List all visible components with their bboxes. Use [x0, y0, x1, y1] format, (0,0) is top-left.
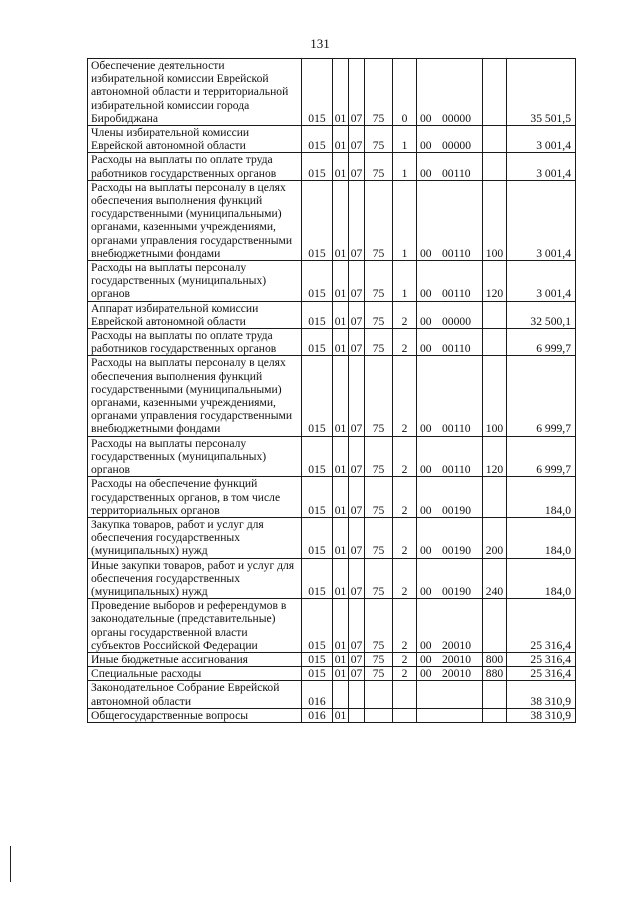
table-row [88, 153, 576, 180]
row-sum: 38 310,9 [507, 681, 576, 708]
row-ved-code: 015 [302, 329, 333, 356]
row-csr-program: 75 [365, 261, 393, 302]
row-csr-program: 75 [365, 329, 393, 356]
row-sum: 3 001,4 [507, 180, 576, 260]
table-row [88, 599, 576, 653]
row-csr-direction: 00000 [442, 139, 471, 153]
row-vr-code [483, 126, 507, 153]
row-csr-subprogram: 0 [393, 59, 417, 126]
row-csr-direction: 00000 [442, 111, 471, 125]
row-vr-code [483, 681, 507, 708]
row-ved-code: 015 [302, 261, 333, 302]
row-sum: 25 316,4 [507, 599, 576, 653]
row-csr-program: 75 [365, 301, 393, 328]
row-csr-code-cell [417, 180, 483, 260]
row-csr-subprogram: 2 [393, 477, 417, 518]
row-csr-subprogram [393, 681, 417, 708]
row-vr-code [483, 301, 507, 328]
row-csr-main: 00 [420, 342, 432, 356]
row-ved-code: 015 [302, 517, 333, 558]
row-rz-code: 01 [333, 180, 349, 260]
row-csr-code-cell [417, 356, 483, 436]
row-csr-code-cell [417, 126, 483, 153]
row-pr-code: 07 [349, 356, 365, 436]
row-csr-direction: 00190 [442, 544, 471, 558]
row-csr-code-cell [417, 477, 483, 518]
row-csr-code-cell [417, 153, 483, 180]
row-sum: 3 001,4 [507, 126, 576, 153]
table-row [88, 652, 576, 666]
row-rz-code: 01 [333, 558, 349, 599]
row-sum: 6 999,7 [507, 436, 576, 477]
row-sum: 3 001,4 [507, 153, 576, 180]
row-csr-code-cell [417, 599, 483, 653]
row-rz-code: 01 [333, 261, 349, 302]
row-rz-code: 01 [333, 708, 349, 722]
row-csr-program: 75 [365, 153, 393, 180]
row-name: Иные бюджетные ассигнования [88, 652, 302, 666]
row-ved-code: 015 [302, 301, 333, 328]
row-pr-code: 07 [349, 667, 365, 681]
row-csr-direction: 00110 [442, 422, 471, 436]
row-csr-direction: 00000 [442, 314, 471, 328]
row-csr-subprogram: 2 [393, 356, 417, 436]
row-csr-direction: 00190 [442, 584, 471, 598]
row-vr-code [483, 477, 507, 518]
row-csr-subprogram: 2 [393, 558, 417, 599]
row-csr-code-cell [417, 652, 483, 666]
table-row [88, 261, 576, 302]
row-ved-code: 015 [302, 356, 333, 436]
row-csr-program: 75 [365, 667, 393, 681]
row-sum: 25 316,4 [507, 652, 576, 666]
margin-line [10, 846, 11, 882]
row-pr-code: 07 [349, 436, 365, 477]
row-ved-code: 015 [302, 436, 333, 477]
row-csr-direction: 20010 [442, 652, 471, 666]
row-rz-code [333, 681, 349, 708]
row-vr-code: 880 [483, 667, 507, 681]
row-rz-code: 01 [333, 153, 349, 180]
table-row [88, 708, 576, 722]
row-vr-code: 800 [483, 652, 507, 666]
row-vr-code: 100 [483, 180, 507, 260]
row-csr-subprogram [393, 708, 417, 722]
row-csr-main: 00 [420, 314, 432, 328]
row-vr-code [483, 59, 507, 126]
row-ved-code: 016 [302, 681, 333, 708]
row-vr-code: 240 [483, 558, 507, 599]
row-pr-code: 07 [349, 329, 365, 356]
row-rz-code: 01 [333, 436, 349, 477]
row-csr-main: 00 [420, 463, 432, 477]
table-row [88, 180, 576, 260]
row-sum: 6 999,7 [507, 329, 576, 356]
row-name: Расходы на выплаты по оплате труда работников государственных органов [88, 329, 302, 356]
row-ved-code: 015 [302, 126, 333, 153]
row-rz-code: 01 [333, 356, 349, 436]
row-csr-main: 00 [420, 503, 432, 517]
row-vr-code [483, 599, 507, 653]
table-row [88, 356, 576, 436]
row-sum: 38 310,9 [507, 708, 576, 722]
row-rz-code: 01 [333, 652, 349, 666]
row-csr-direction: 20010 [442, 667, 471, 681]
row-pr-code: 07 [349, 180, 365, 260]
budget-table [87, 58, 576, 723]
row-csr-subprogram: 2 [393, 652, 417, 666]
row-csr-subprogram: 1 [393, 180, 417, 260]
table-row [88, 681, 576, 708]
row-pr-code: 07 [349, 558, 365, 599]
row-csr-program: 75 [365, 652, 393, 666]
row-csr-code-cell [417, 667, 483, 681]
row-csr-direction: 00110 [442, 166, 471, 180]
row-vr-code [483, 708, 507, 722]
row-csr-code-cell [417, 681, 483, 708]
row-name: Обеспечение деятельности избирательной комиссии Еврейской автономной области и территориальной избирательной комиссии города Биробиджана [88, 59, 302, 126]
row-pr-code: 07 [349, 153, 365, 180]
row-csr-main: 00 [420, 667, 432, 681]
row-csr-subprogram: 1 [393, 126, 417, 153]
row-pr-code: 07 [349, 652, 365, 666]
row-csr-code-cell [417, 708, 483, 722]
row-name: Расходы на выплаты персоналу государственных (муниципальных) органов [88, 261, 302, 302]
row-pr-code [349, 708, 365, 722]
row-csr-main: 00 [420, 544, 432, 558]
row-vr-code: 120 [483, 261, 507, 302]
row-csr-program [365, 681, 393, 708]
row-name: Расходы на выплаты персоналу в целях обеспечения выполнения функций государственными (муниципальными) органами, казенными учреждениями, органами управления государственными внебюджетными фондами [88, 356, 302, 436]
row-rz-code: 01 [333, 126, 349, 153]
row-vr-code [483, 329, 507, 356]
row-ved-code: 015 [302, 599, 333, 653]
row-csr-main: 00 [420, 139, 432, 153]
table-row [88, 667, 576, 681]
row-ved-code: 015 [302, 477, 333, 518]
row-name: Закупка товаров, работ и услуг для обеспечения государственных (муниципальных) нужд [88, 517, 302, 558]
row-name: Члены избирательной комиссии Еврейской автономной области [88, 126, 302, 153]
row-name: Специальные расходы [88, 667, 302, 681]
row-name: Расходы на обеспечение функций государственных органов, в том числе территориальных органов [88, 477, 302, 518]
row-csr-subprogram: 1 [393, 261, 417, 302]
row-csr-main: 00 [420, 584, 432, 598]
row-name: Иные закупки товаров, работ и услуг для обеспечения государственных (муниципальных) нужд [88, 558, 302, 599]
row-csr-program: 75 [365, 436, 393, 477]
row-csr-main: 00 [420, 422, 432, 436]
row-pr-code: 07 [349, 59, 365, 126]
row-rz-code: 01 [333, 517, 349, 558]
row-vr-code: 120 [483, 436, 507, 477]
row-csr-program: 75 [365, 558, 393, 599]
row-sum: 25 316,4 [507, 667, 576, 681]
row-sum: 184,0 [507, 517, 576, 558]
row-sum: 184,0 [507, 477, 576, 518]
row-csr-subprogram: 2 [393, 436, 417, 477]
row-csr-program: 75 [365, 180, 393, 260]
row-name: Расходы на выплаты персоналу государственных (муниципальных) органов [88, 436, 302, 477]
row-pr-code: 07 [349, 301, 365, 328]
row-sum: 32 500,1 [507, 301, 576, 328]
row-ved-code: 015 [302, 667, 333, 681]
table-row [88, 329, 576, 356]
row-csr-main: 00 [420, 246, 432, 260]
row-csr-subprogram: 2 [393, 301, 417, 328]
row-sum: 6 999,7 [507, 356, 576, 436]
row-csr-subprogram: 2 [393, 599, 417, 653]
row-rz-code: 01 [333, 301, 349, 328]
row-csr-direction: 00110 [442, 287, 471, 301]
row-csr-direction: 20010 [442, 638, 471, 652]
row-csr-main: 00 [420, 287, 432, 301]
row-csr-code-cell [417, 59, 483, 126]
row-csr-subprogram: 2 [393, 329, 417, 356]
row-rz-code: 01 [333, 477, 349, 518]
table-row [88, 477, 576, 518]
row-csr-code-cell [417, 517, 483, 558]
row-csr-subprogram: 1 [393, 153, 417, 180]
row-csr-subprogram: 2 [393, 667, 417, 681]
row-rz-code: 01 [333, 329, 349, 356]
row-pr-code: 07 [349, 126, 365, 153]
row-csr-direction: 00190 [442, 503, 471, 517]
row-pr-code: 07 [349, 477, 365, 518]
row-csr-program: 75 [365, 59, 393, 126]
row-csr-code-cell [417, 301, 483, 328]
row-rz-code: 01 [333, 59, 349, 126]
row-name: Расходы на выплаты персоналу в целях обеспечения выполнения функций государственными (муниципальными) органами, казенными учреждениями, органами управления государственными внебюджетными фондами [88, 180, 302, 260]
row-csr-program [365, 708, 393, 722]
table-row [88, 59, 576, 126]
table-row [88, 436, 576, 477]
row-csr-main: 00 [420, 638, 432, 652]
row-rz-code: 01 [333, 599, 349, 653]
row-csr-main: 00 [420, 166, 432, 180]
row-pr-code: 07 [349, 599, 365, 653]
row-ved-code: 015 [302, 180, 333, 260]
row-csr-code-cell [417, 436, 483, 477]
row-rz-code: 01 [333, 667, 349, 681]
row-csr-code-cell [417, 261, 483, 302]
row-sum: 35 501,5 [507, 59, 576, 126]
row-sum: 184,0 [507, 558, 576, 599]
row-name: Аппарат избирательной комиссии Еврейской автономной области [88, 301, 302, 328]
row-csr-program: 75 [365, 477, 393, 518]
row-csr-code-cell [417, 558, 483, 599]
row-vr-code [483, 153, 507, 180]
row-ved-code: 015 [302, 652, 333, 666]
row-name: Проведение выборов и референдумов в законодательные (представительные) органы государственной власти субъектов Российской Федерации [88, 599, 302, 653]
row-sum: 3 001,4 [507, 261, 576, 302]
row-csr-subprogram: 2 [393, 517, 417, 558]
row-csr-program: 75 [365, 356, 393, 436]
row-name: Законодательное Собрание Еврейской автономной области [88, 681, 302, 708]
row-pr-code [349, 681, 365, 708]
row-csr-direction: 00110 [442, 246, 471, 260]
row-csr-main: 00 [420, 652, 432, 666]
row-vr-code: 200 [483, 517, 507, 558]
row-csr-program: 75 [365, 599, 393, 653]
row-csr-main: 00 [420, 111, 432, 125]
row-ved-code: 015 [302, 153, 333, 180]
row-name: Расходы на выплаты по оплате труда работников государственных органов [88, 153, 302, 180]
row-ved-code: 015 [302, 558, 333, 599]
row-ved-code: 015 [302, 59, 333, 126]
row-csr-direction: 00110 [442, 342, 471, 356]
table-row [88, 301, 576, 328]
table-row [88, 558, 576, 599]
budget-table-body [88, 59, 576, 723]
table-row [88, 517, 576, 558]
row-pr-code: 07 [349, 261, 365, 302]
row-csr-program: 75 [365, 126, 393, 153]
row-pr-code: 07 [349, 517, 365, 558]
row-csr-program: 75 [365, 517, 393, 558]
row-ved-code: 016 [302, 708, 333, 722]
row-name: Общегосударственные вопросы [88, 708, 302, 722]
table-row [88, 126, 576, 153]
page-number: 131 [310, 36, 330, 51]
row-csr-direction: 00110 [442, 463, 471, 477]
row-vr-code: 100 [483, 356, 507, 436]
row-csr-code-cell [417, 329, 483, 356]
